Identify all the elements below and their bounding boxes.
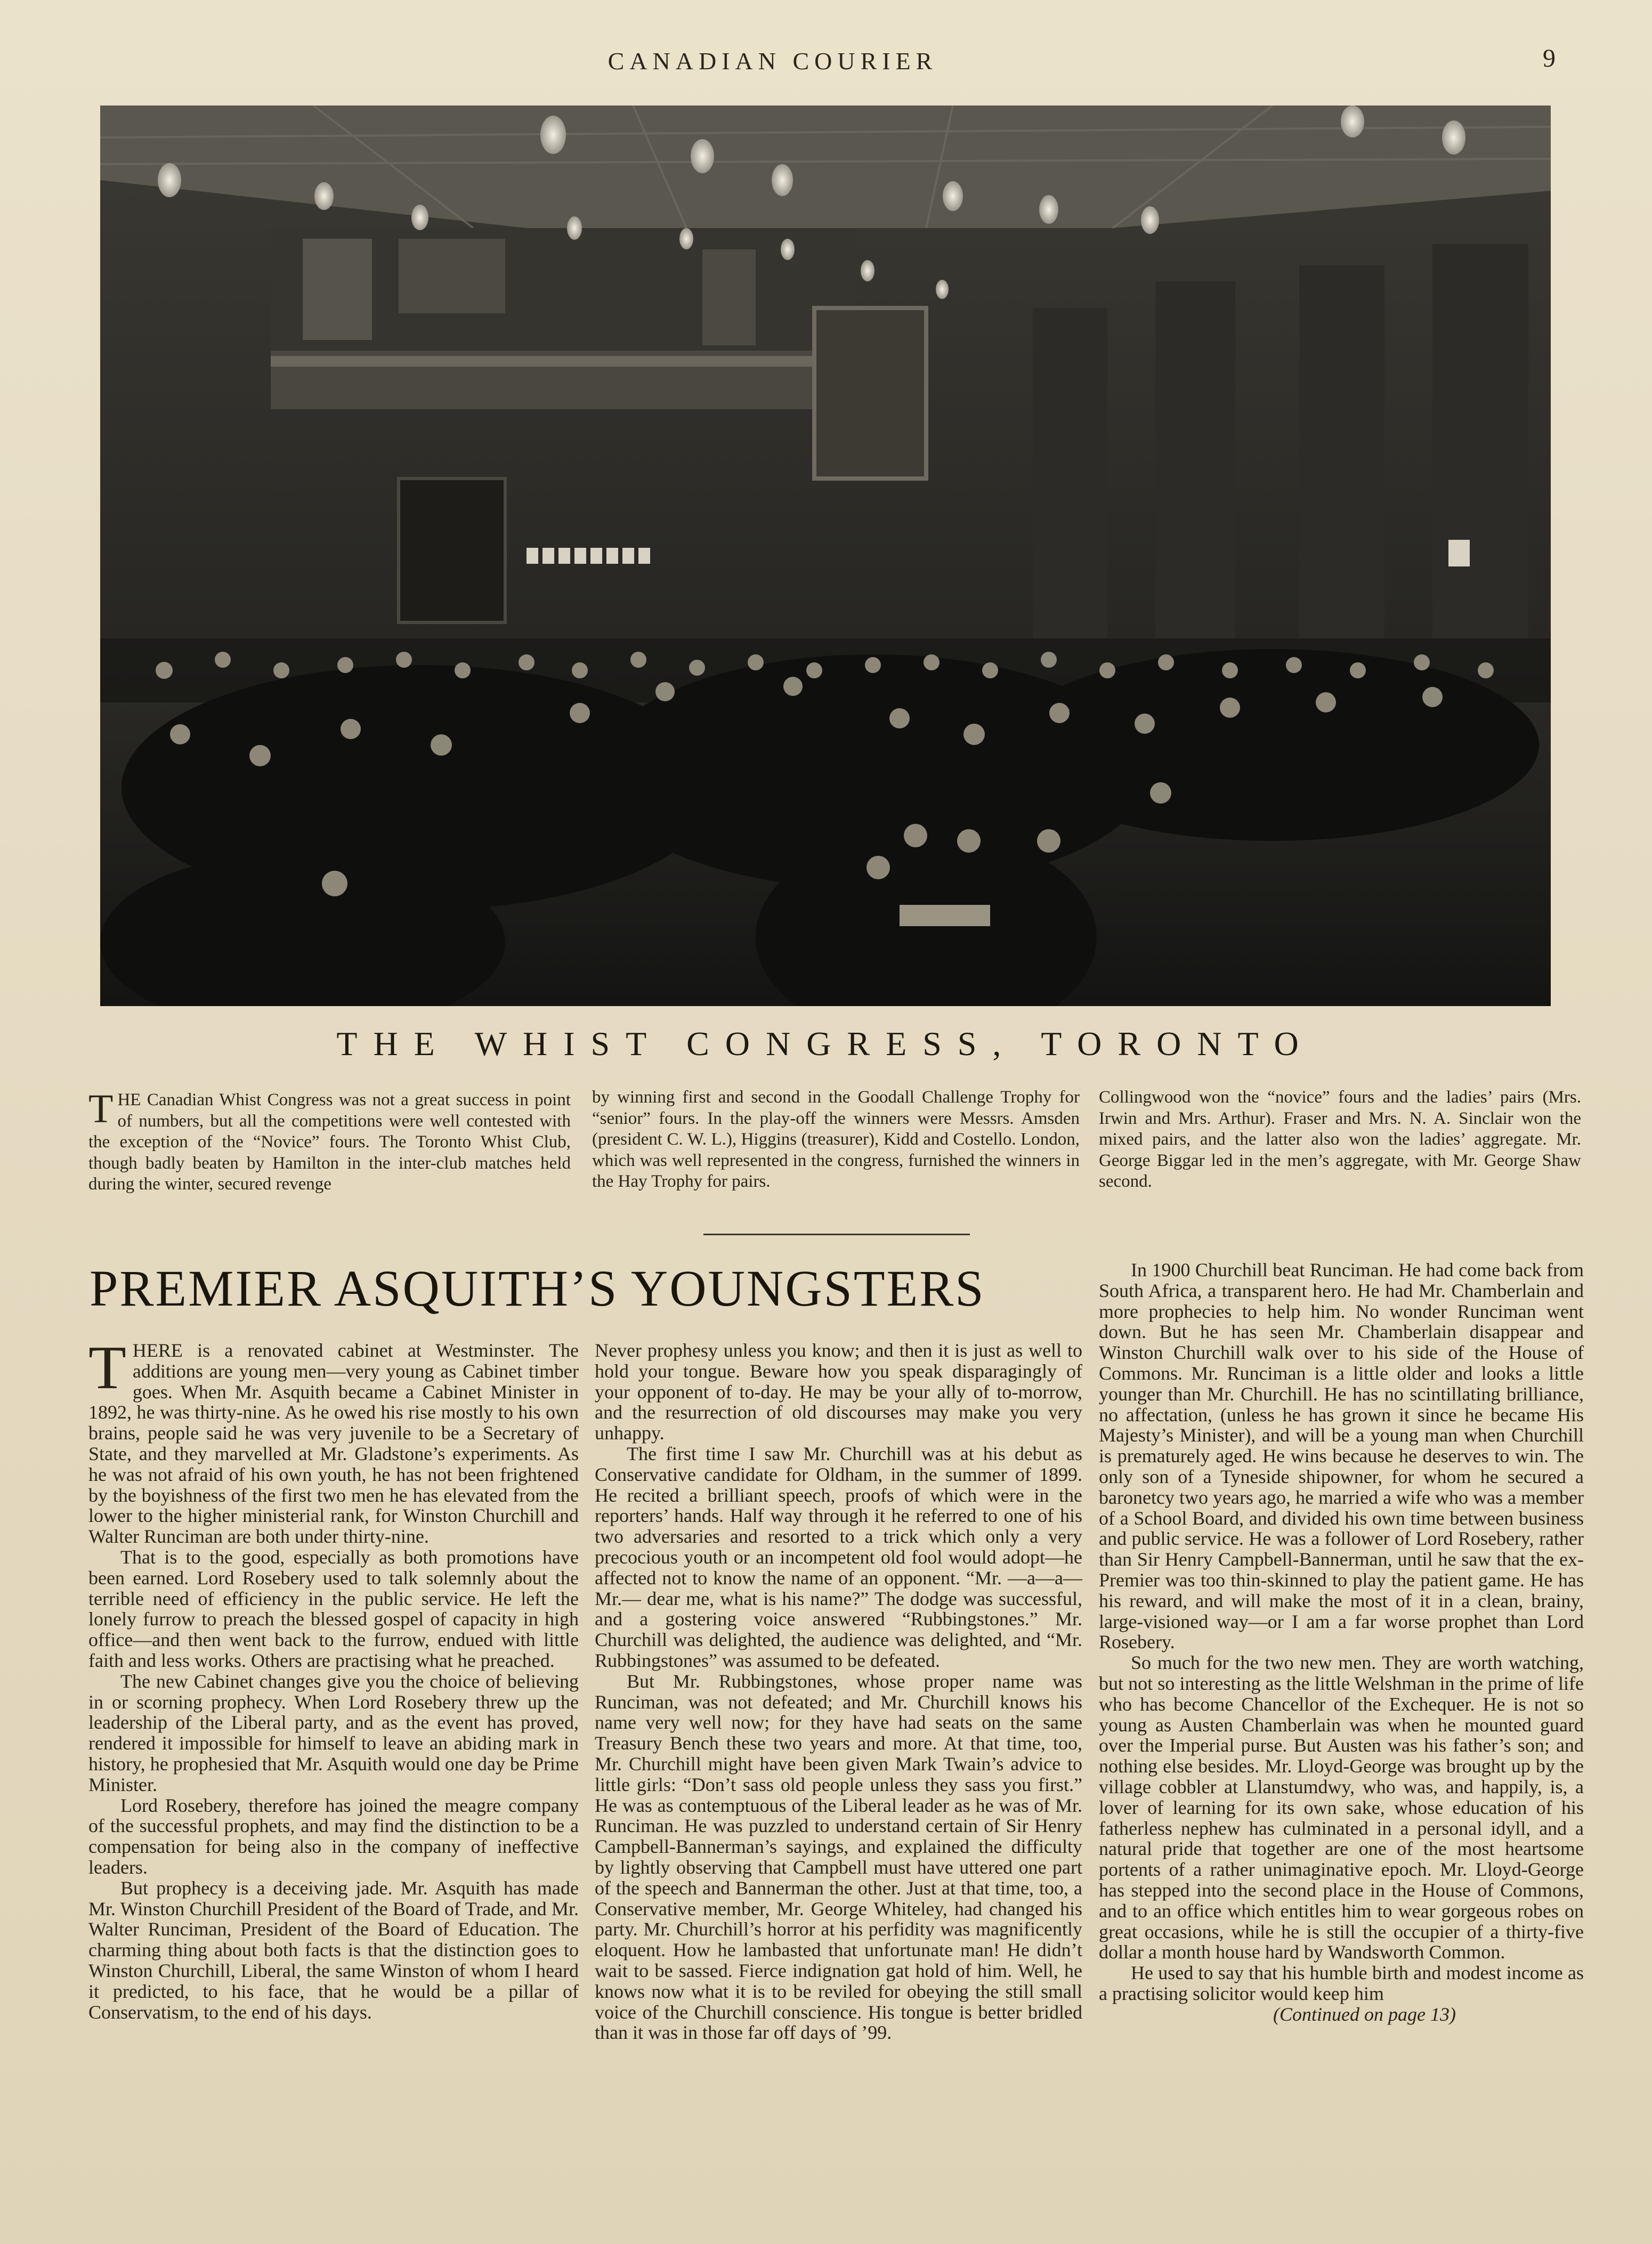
whist-column-1 [88, 1087, 571, 1195]
photo-scene [100, 106, 1551, 1006]
article-col1-para-5: But prophecy is a deceiving jade. Mr. Asquith has made Mr. Winston Churchill President of the Board of Trade, and Mr. Walter Runciman, President of the Board of Education. The charming thing about both facts is that the distinction goes to Winston Churchill, Liberal, the same Winston of whom I heard it predicted, to his face, that he would be a pillar of Conservatism, to the end of his days. [88, 1877, 579, 2023]
whist-text-3: Collingwood won the “novice” fours and the ladies’ pairs (Mrs. Irwin and Mrs. Arthur). Fraser and Mrs. N. A. Sinclair won the mixed pairs, and the latter also won the ladies’ aggregate. Mr. George Biggar led in the men’s aggregate, with Mr. George Shaw second. [1099, 1088, 1581, 1191]
article-col1-para-2: That is to the good, especially as both promotions have been earned. Lord Rosebery used to talk solemnly about the terrible need of efficiency in the public service. He left the lonely furrow to preach the blessed gospel of capacity in high office—and then went back to the furrow, endued with little faith and less works. Others are practising what he preached. [88, 1546, 579, 1671]
article-col2-para-2: The first time I saw Mr. Churchill was at his debut as Conservative candidate for Oldham, in the summer of 1899. He recited a brilliant speech, proofs of which were in the reporters’ hands. Half way through it he referred to one of his two adversaries and resorted to a trick which only a very precocious youth or an incompetent old fool would adopt—he affected not to know the name of an opponent. “Mr. —a—a— Mr.— dear me, what is his name?” The dodge was successful, and a gostering voice answered “Rubbingstones.” Mr. Churchill was delighted, the audience was delighted, and “Mr. Rubbingstones” was assumed to be defeated. [595, 1443, 1082, 1671]
article-column-2 [595, 1340, 1082, 2043]
article-headline: PREMIER ASQUITH’S YOUNGSTERS [90, 1260, 985, 1317]
photo-caption: THE WHIST CONGRESS, TORONTO [336, 1025, 1315, 1063]
article-col1-para-3: The new Cabinet changes give you the choice of believing in or scorning prophecy. When Lord Rosebery threw up the leadership of the Liberal party, and as the event has proved, rendered it impossible for himself to leave an abiding mark in history, he prophesied that Mr. Asquith would one day be Prime Minister. [88, 1670, 579, 1795]
article-col1-para-1: HERE is a renovated cabinet at Westminster. The additions are young men—very young as Cabinet timber goes. When Mr. Asquith became a Cabinet Minister in 1892, he was thirty-nine. As he owed his rise mostly to his own brains, people said he was very juvenile to be a Secretary of State, and they marvelled at Mr. Gladstone’s experiments. As he was not afraid of his own youth, he has not been frightened by the boyishness of the first two men he has elevated from the lower to the higher ministerial rank, for Winston Churchill and Walter Runciman are both under thirty-nine. [88, 1340, 579, 1548]
article-column-1 [88, 1334, 579, 2023]
article-col1-para-4: Lord Rosebery, therefore has joined the meagre company of the successful prophets, and may find the distinction to be a compensation for being also in the company of ineffective leaders. [88, 1794, 579, 1878]
whist-text-2: by winning first and second in the Goodall Challenge Trophy for “senior” fours. In the play-off the winners were Messrs. Amsden (president C. W. L.), Higgins (treasurer), Kidd and Costello. London, which was well represented in the congress, furnished the winners in the Hay Trophy for pairs. [592, 1088, 1080, 1191]
whist-text-1: HE Canadian Whist Congress was not a great success in point of numbers, but all the competitions were well contested with the exception of the “Novice” fours. The Toronto Whist Club, though badly beaten by Hamilton in the inter-club matches held during the winter, secured revenge [88, 1090, 571, 1194]
article-col2-para-1: Never prophesy unless you know; and then it is just as well to hold your tongue. Beware how you speak disparagingly of your opponent of to-day. He may be your ally of to-morrow, and the resurrection of old discourses may make you very unhappy. [595, 1340, 1082, 1444]
whist-column-3 [1099, 1087, 1581, 1193]
whist-congress-photo [100, 106, 1551, 1006]
article-col3-para-1: In 1900 Churchill beat Runciman. He had come back from South Africa, a transparent hero. He had Mr. Chamberlain and more prophecies to help him. No wonder Runciman went down. But he has seen Mr. Chamberlain disappear and Winston Churchill walk over to his side of the House of Commons. Mr. Runciman is a little older and looks a little younger than Mr. Churchill. He has no scintillating brilliance, no affectation, (unless he has grown it since he became His Majesty’s Minister), and will be a young man when Churchill is prematurely aged. He wins because he deserves to win. The only son of a Tyneside shipowner, for whom he secured a baronetcy two years ago, he married a wife who was a member of a School Board, and divided his own time between business and public service. He was a follower of Lord Rosebery, rather than Sir Henry Campbell-Bannerman, until he saw that the ex-Premier was too thin-skinned to play the patient game. He has his reward, and will make the most of it in a clean, brainy, large-visioned way—or I am a far worse prophet than Lord Rosebery. [1099, 1259, 1584, 1653]
article-col2-para-3: But Mr. Rubbingstones, whose proper name was Runciman, was not defeated; and Mr. Churchill knows his name very well now; for they have had seats on the same Treasury Bench these two years and more. At that time, too, Mr. Churchill might have been given Mark Twain’s advice to little girls: “Don’t sass old people unless they sass you first.” He was as contemptuous of the Liberal leader as he was of Mr. Runciman. He was puzzled to understand certain of Sir Henry Campbell-Bannerman’s sayings, and explained the difficulty by lightly observing that Campbell must have uttered one part of the speech and Bannerman the other. Just at that time, too, a Conservative member, Mr. George Whiteley, had changed his party. Mr. Churchill’s horror at his perfidity was magnificently eloquent. How he lambasted that unfortunate man! He didn’t wait to be sassed. Fierce indignation gat hold of him. Well, he knows now what it is to be reviled for obeying the still small voice of the Churchill conscience. His tongue is better bridled than it was in those far off days of ’99. [595, 1670, 1082, 2044]
whist-dropcap: T [88, 1087, 114, 1131]
article-col3-para-3: He used to say that his humble birth and modest income as a practising solicitor would keep him [1099, 1962, 1584, 2004]
article-col3-para-2: So much for the two new men. They are worth watching, but not so interesting as the little Welshman in the prime of life who has become Chancellor of the Exchequer. He is not so young as Austen Chamberlain was when he mounted guard over the Imperial purse. But Austen was his father’s son; and nothing else besides. Mr. Lloyd-George was brought up by the village cobbler at Llanstumdwy, who was, and happily, is, a lover of learning for its own sake, whose education of his fatherless nephew has culminated in a personal idyll, and a natural pride that together are one of the most heartsome portents of a rather unimaginative epoch. Mr. Lloyd-George has stepped into the second place in the House of Commons, and to an office which entitles him to wear gorgeous robes on great occasions, while he is still the occupier of a thirty-five dollar a month house hard by Wandsworth Common. [1099, 1652, 1584, 1963]
masthead: CANADIAN COURIER [608, 47, 938, 75]
continued-note: (Continued on page 13) [1273, 2003, 1456, 2025]
article-column-3 [1099, 1260, 1584, 2024]
article-dropcap: T [88, 1334, 126, 1402]
page-number: 9 [1543, 44, 1556, 72]
whist-column-2 [592, 1087, 1080, 1193]
section-divider [703, 1234, 970, 1235]
